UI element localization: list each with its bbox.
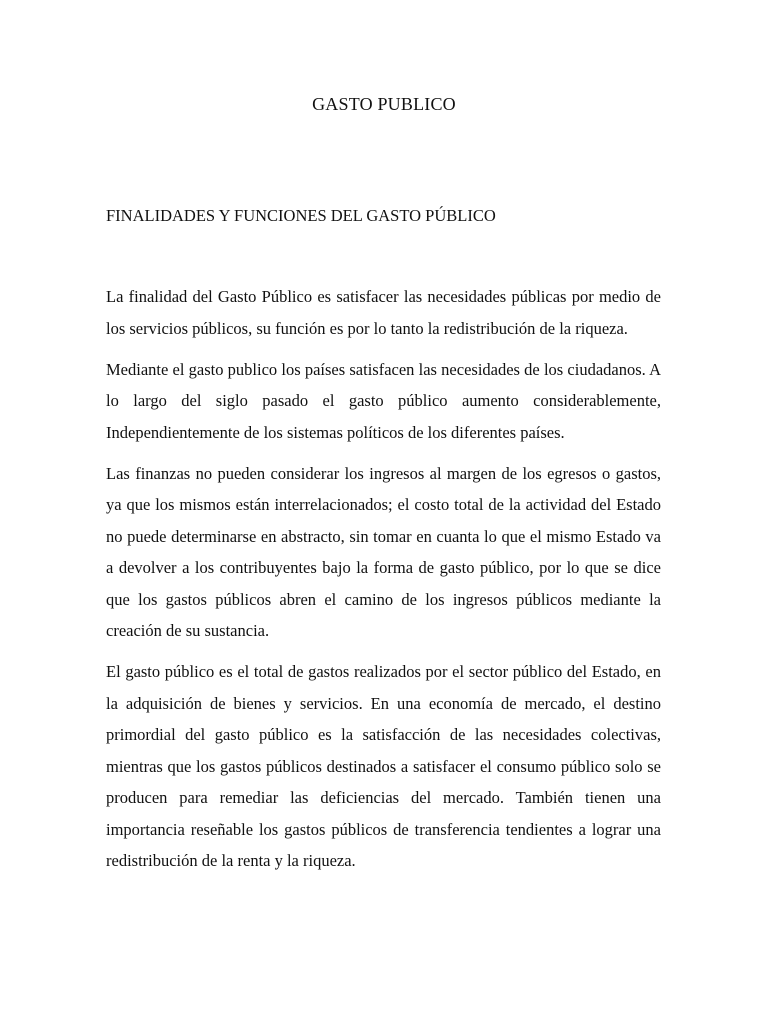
paragraph: Las finanzas no pueden considerar los ingresos al margen de los egresos o gastos, ya que los mismos están interrelacionados; el costo total de la actividad del Estado no puede determinarse en abstracto, sin tomar en cuanta lo que el mismo Estado va a devolver a los contribuyentes bajo la forma de gasto público, por lo que se dice que los gastos públicos abren el camino de los ingresos públicos mediante la creación de su sustancia. (106, 463, 661, 640)
paragraph: El gasto público es el total de gastos realizados por el sector público del Estado, en la adquisición de bienes y servicios. En una economía de mercado, el destino primordial del gasto público es la satisfacción de las necesidades colectivas, mientras que los gastos públicos destinados a satisfacer el consumo público solo se producen para remediar las deficiencias del mercado. También tienen una importancia reseñable los gastos públicos de transferencia tendientes a lograr una redistribución de la renta y la riqueza. (106, 662, 661, 870)
document-body (106, 281, 661, 886)
section-heading: FINALIDADES Y FUNCIONES DEL GASTO PÚBLICO (106, 206, 496, 225)
paragraph: La finalidad del Gasto Público es satisfacer las necesidades públicas por medio de los servicios públicos, su función es por lo tanto la redistribución de la riqueza. (106, 287, 661, 338)
document-title: GASTO PUBLICO (312, 94, 456, 114)
paragraph: Mediante el gasto publico los países satisfacen las necesidades de los ciudadanos. A lo largo del siglo pasado el gasto público aumento considerablemente, Independientemente de los sistemas políticos de los diferentes países. (106, 359, 661, 442)
